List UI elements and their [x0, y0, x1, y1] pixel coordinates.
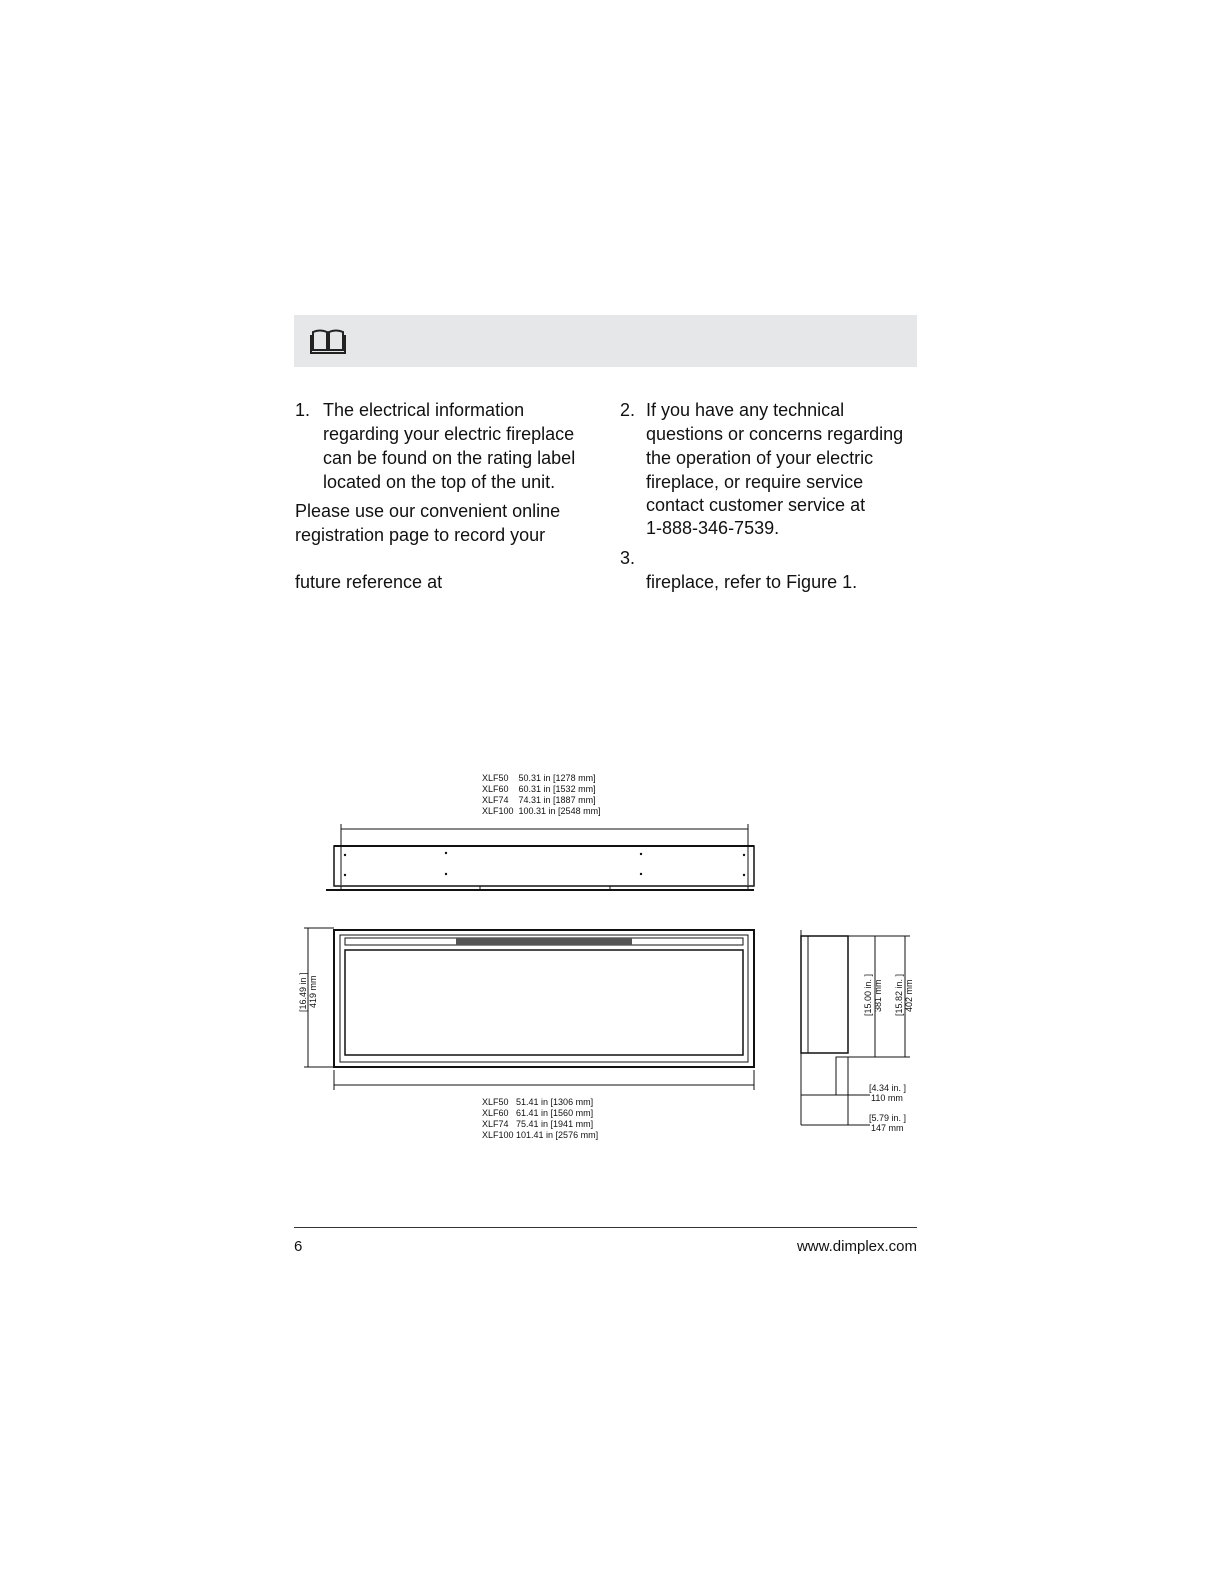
item-1-line: The electrical information	[323, 400, 525, 420]
side-height-2-mm: 402 mm	[904, 979, 914, 1012]
width-label: XLF50 51.41 in [1306 mm]	[482, 1097, 594, 1107]
side-height-1-in: [15.00 in. ]	[863, 973, 873, 1016]
item-1-line: can be found on the rating label	[323, 448, 576, 468]
registration-line: Please use our convenient online	[295, 501, 561, 521]
page-number: 6	[294, 1238, 303, 1255]
height-in-label: [16.49 in ]	[298, 972, 308, 1012]
depth-1-mm: 110 mm	[871, 1093, 903, 1103]
width-label: XLF100 100.31 in [2548 mm]	[482, 806, 601, 816]
item-3-line: fireplace, refer to Figure 1.	[646, 572, 858, 592]
footer-rule	[294, 1227, 917, 1228]
website-link[interactable]: www.dimplex.com	[796, 1238, 917, 1255]
depth-2-in: [5.79 in. ]	[869, 1113, 907, 1123]
width-label: XLF100 101.41 in [2576 mm]	[482, 1130, 599, 1140]
item-1-line: located on the top of the unit.	[323, 472, 556, 492]
registration-line: registration page to record your	[295, 525, 546, 545]
side-height-1-mm: 381 mm	[873, 979, 883, 1012]
width-label: XLF74 75.41 in [1941 mm]	[482, 1119, 594, 1129]
depth-2-mm: 147 mm	[871, 1123, 904, 1133]
registration-line: future reference at	[295, 572, 443, 592]
item-2-number: 2.	[620, 400, 636, 420]
side-height-2-in: [15.82 in. ]	[894, 973, 904, 1016]
height-mm-label: 419 mm	[308, 975, 318, 1008]
item-2-line: If you have any technical	[646, 400, 845, 420]
item-2-line: questions or concerns regarding	[646, 424, 904, 444]
item-3-number: 3.	[620, 548, 636, 568]
width-label: XLF74 74.31 in [1887 mm]	[482, 795, 596, 805]
item-2-line: contact customer service at	[646, 495, 866, 515]
top-width-labels	[482, 773, 601, 816]
width-label: XLF60 60.31 in [1532 mm]	[482, 784, 596, 794]
item-1-number: 1.	[295, 400, 311, 420]
width-label: XLF60 61.41 in [1560 mm]	[482, 1108, 594, 1118]
width-label: XLF50 50.31 in [1278 mm]	[482, 773, 596, 783]
depth-1-in: [4.34 in. ]	[869, 1083, 907, 1093]
item-2-line: fireplace, or require service	[646, 472, 864, 492]
phone-number: 1-888-346-7539.	[646, 518, 780, 538]
item-1-line: regarding your electric fireplace	[323, 424, 575, 444]
item-2-line: the operation of your electric	[646, 448, 874, 468]
